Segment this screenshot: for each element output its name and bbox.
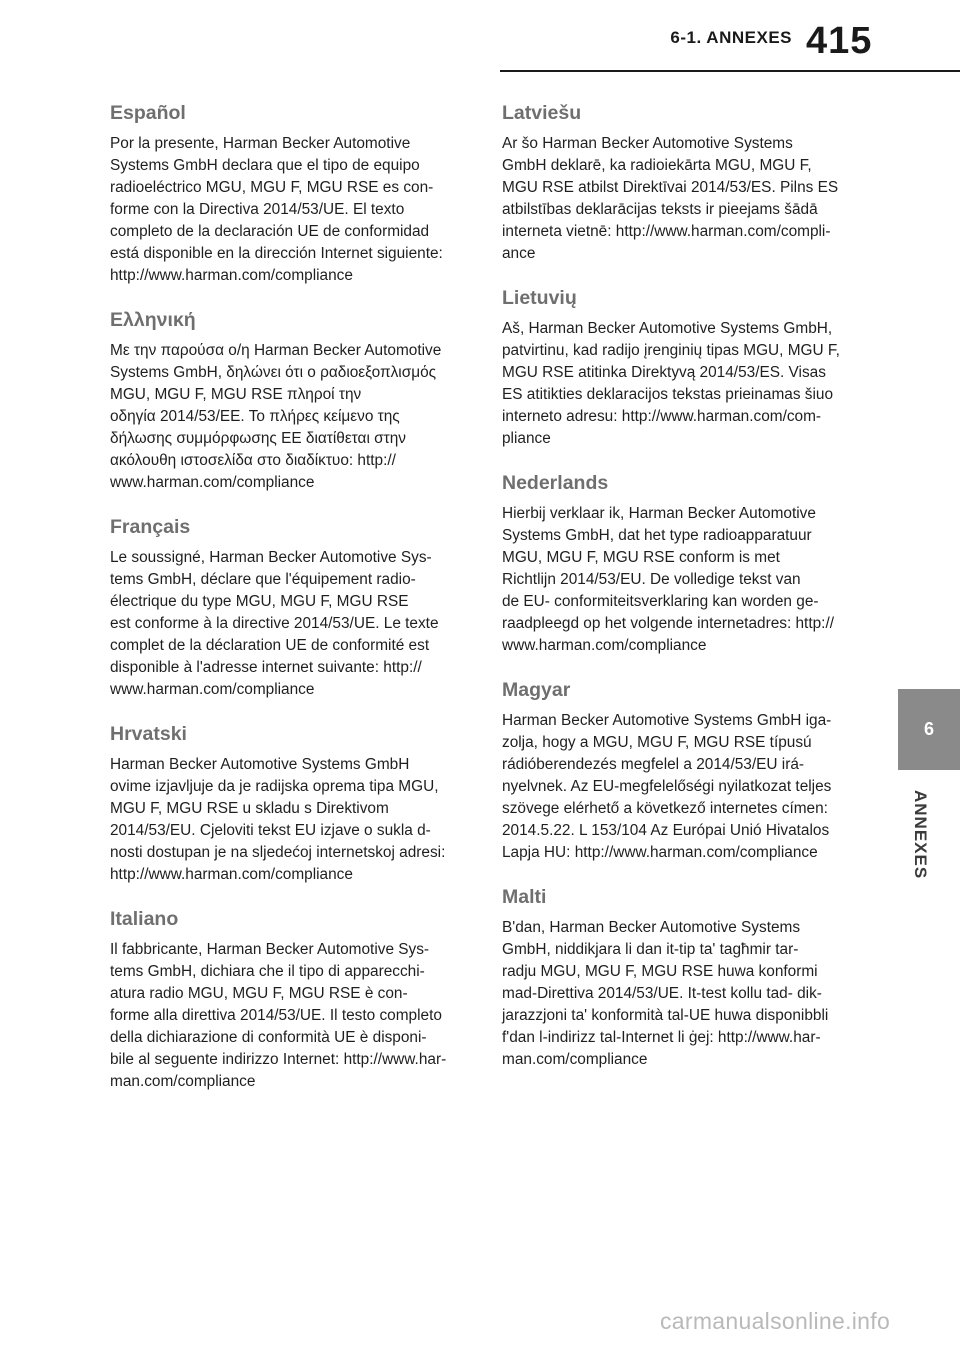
lang-section-latviesu xyxy=(502,100,854,265)
header-rule xyxy=(500,70,960,72)
lang-title: Español xyxy=(110,102,186,124)
lang-title: Latviešu xyxy=(502,102,582,124)
lang-body: Por la presente, Harman Becker Automotive Systems GmbH declara que el tipo de equipo radioeléctrico MGU, MGU F, MGU RSE es con- forme con la Directiva 2014/53/UE. El texto completo de la declaración UE de conformidad está disponible en la dirección Internet siguiente: http://www.harman.com/compliance xyxy=(110,135,443,284)
lang-title: Magyar xyxy=(502,679,571,701)
lang-title: Nederlands xyxy=(502,472,609,494)
lang-section-magyar xyxy=(502,677,854,864)
lang-body: B'dan, Harman Becker Automotive Systems GmbH, niddikjara li dan it-tip ta' tagħmir tar- radju MGU, MGU F, MGU RSE huwa konformi mad-Direttiva 2014/53/UE. It-test kollu tad- dik- jarazzjoni ta' konformità tal-UE huwa disponibbli f'dan l-indirizz tal-Internet li ġej: http://www.har- man.com/compliance xyxy=(502,919,829,1068)
left-column xyxy=(110,100,462,1113)
lang-body: Harman Becker Automotive Systems GmbH iga- zolja, hogy a MGU, MGU F, MGU RSE típusú rádióberendezés megfelel a 2014/53/EU irá- nyelvnek. Az EU-megfelelőségi nyilatkozat teljes szövege elérhető a következő internetes címen: 2014.5.22. L 153/104 Az Európai Unió Hivatalos Lapja HU: http://www.harman.com/compliance xyxy=(502,712,832,861)
lang-section-espanol xyxy=(110,100,462,287)
lang-body: Ar šo Harman Becker Automotive Systems GmbH deklarē, ka radioiekārta MGU, MGU F, MGU RSE atbilst Direktīvai 2014/53/ES. Pilns ES atbilstības deklarācijas teksts ir pieejams šādā interneta vietnē: http://www.harman.com/compli- ance xyxy=(502,135,839,262)
right-column xyxy=(502,100,854,1091)
lang-section-italiano xyxy=(110,906,462,1093)
chapter-tab[interactable] xyxy=(898,689,960,770)
lang-body: Le soussigné, Harman Becker Automotive Sys- tems GmbH, déclare que l'équipement radio- électrique du type MGU, MGU F, MGU RSE est conforme à la directive 2014/53/UE. Le texte complet de la déclaration UE de conformité est disponible à l'adresse internet suivante: http:// www.harman.com/compliance xyxy=(110,549,439,698)
chapter-number: 6 xyxy=(923,719,934,739)
lang-section-greek xyxy=(110,307,462,494)
lang-title: Malti xyxy=(502,886,547,908)
lang-title: Hrvatski xyxy=(110,723,187,745)
lang-body: Aš, Harman Becker Automotive Systems GmbH, patvirtinu, kad radijo įrenginių tipas MGU, MGU F, MGU RSE atitinka Direktyvą 2014/53/ES. Visas ES atitikties deklaracijos tekstas prieinamas šiuo interneto adresu: http://www.harman.com/com- pliance xyxy=(502,320,840,447)
page-number: 415 xyxy=(806,20,873,62)
chapter-label: ANNEXES xyxy=(911,790,930,880)
lang-body: Il fabbricante, Harman Becker Automotive Sys- tems GmbH, dichiara che il tipo di apparecchi- atura radio MGU, MGU F, MGU RSE è con- forme alla direttiva 2014/53/UE. Il testo completo della dichiarazione di conformità UE è disponi- bile al seguente indirizzo Internet: http://www.har- man.com/compliance xyxy=(110,941,447,1090)
lang-section-francais xyxy=(110,514,462,701)
lang-section-lietuviu xyxy=(502,285,854,450)
lang-section-nederlands xyxy=(502,470,854,657)
lang-title: Lietuvių xyxy=(502,287,577,309)
lang-section-hrvatski xyxy=(110,721,462,886)
lang-title: Français xyxy=(110,516,191,538)
lang-section-malti xyxy=(502,884,854,1071)
lang-title: Italiano xyxy=(110,908,179,930)
lang-title: Ελληνική xyxy=(110,309,196,331)
section-label: 6-1. ANNEXES xyxy=(670,28,792,47)
lang-body: Με την παρούσα ο/η Harman Becker Automotive Systems GmbH, δηλώνει ότι ο ραδιοεξοπλισμός MGU, MGU F, MGU RSE πληροί την οδηγία 2014/53/ΕΕ. Το πλήρες κείμενο της δήλωσης συμμόρφωσης ΕΕ διατίθεται στην ακόλουθη ιστοσελίδα στο διαδίκτυο: http:// www.harman.com/compliance xyxy=(110,342,442,491)
lang-body: Harman Becker Automotive Systems GmbH ovime izjavljuje da je radijska oprema tipa MGU, MGU F, MGU RSE u skladu s Direktivom 2014/53/EU. Cjeloviti tekst EU izjave o sukla d- nosti dostupan je na sljedećoj internetskoj adresi: http://www.harman.com/compliance xyxy=(110,756,446,883)
watermark: carmanualsonline.info xyxy=(660,1308,891,1334)
lang-body: Hierbij verklaar ik, Harman Becker Automotive Systems GmbH, dat het type radioapparatuur MGU, MGU F, MGU RSE conform is met Richtlijn 2014/53/EU. De volledige tekst van de EU- conformiteitsverklaring kan worden ge- raadpleegd op het volgende internetadres: http:// www.harman.com/compliance xyxy=(502,505,834,654)
